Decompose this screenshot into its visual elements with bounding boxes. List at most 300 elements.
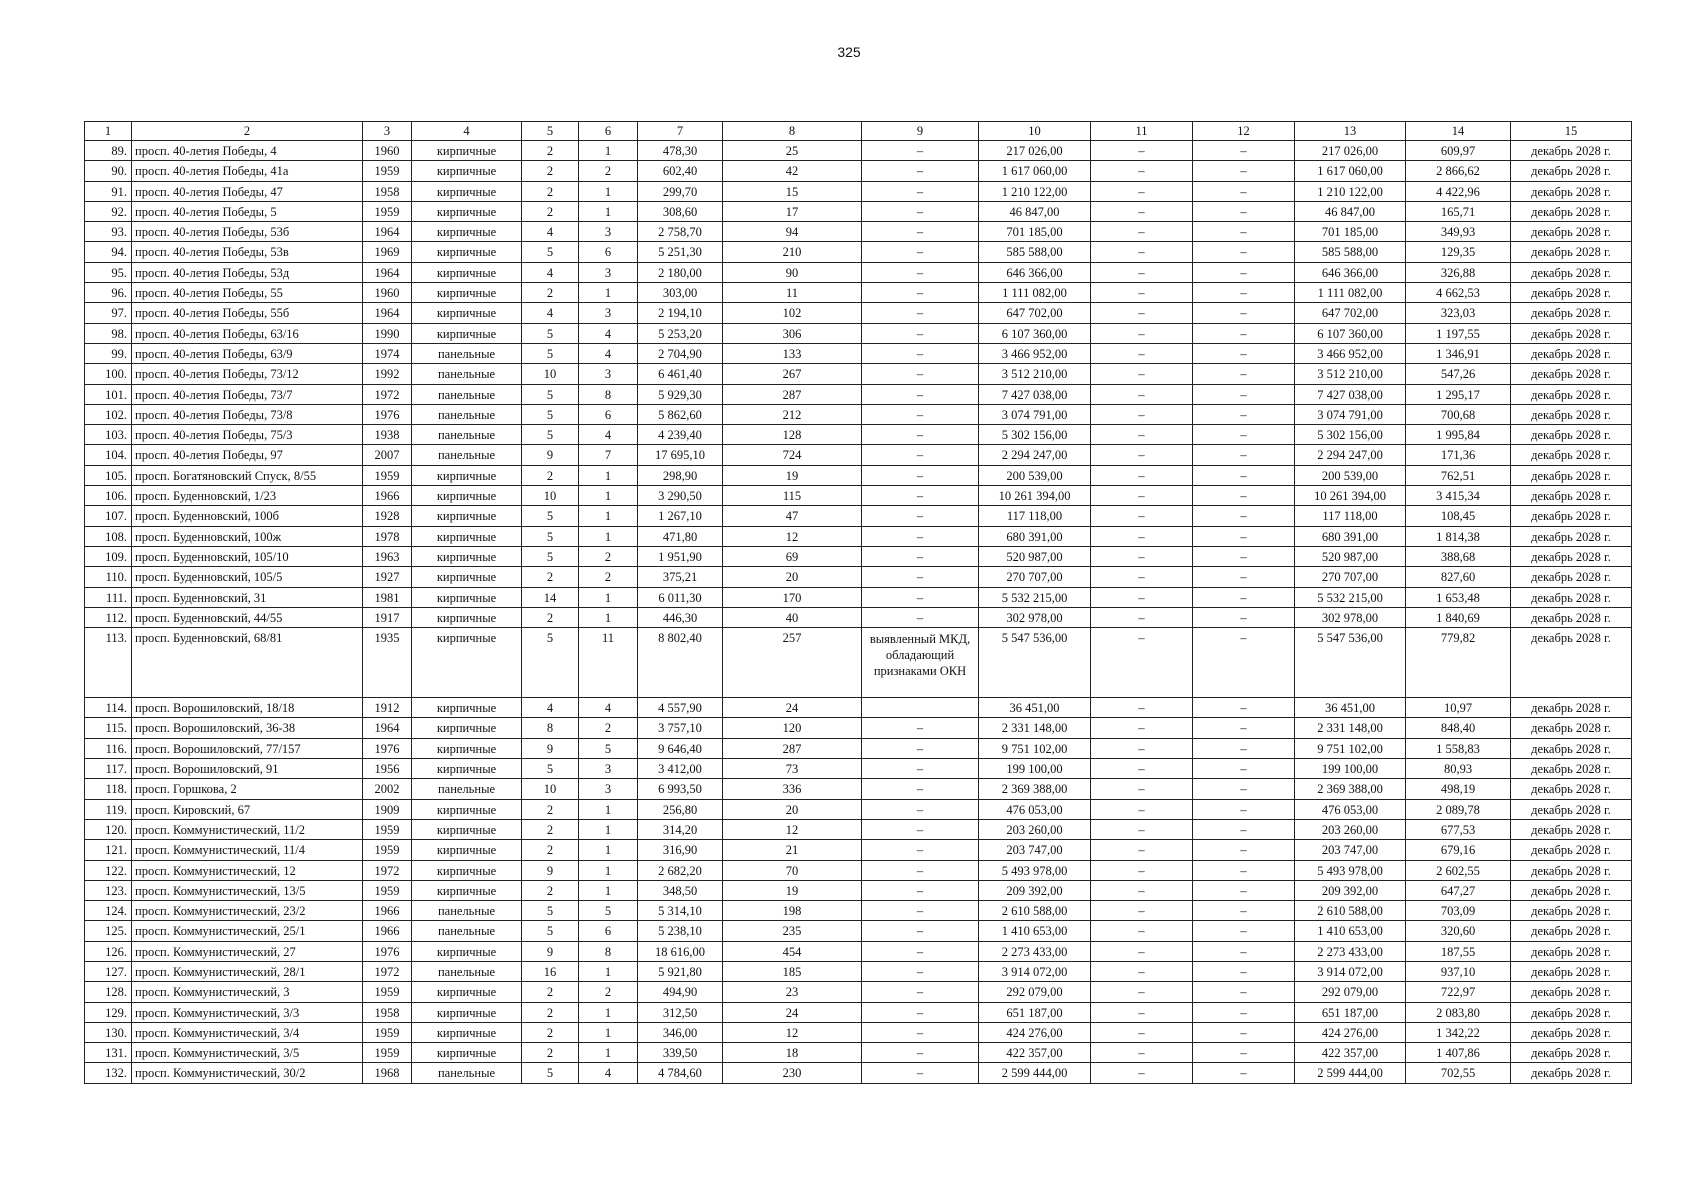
table-cell: 2 xyxy=(522,1002,579,1022)
table-cell: – xyxy=(1091,961,1193,981)
table-cell: 4 xyxy=(522,222,579,242)
table-cell: 1959 xyxy=(363,1043,412,1063)
table-cell: 1 814,38 xyxy=(1406,526,1511,546)
table-cell: 2 331 148,00 xyxy=(1295,718,1406,738)
table-cell: 17 695,10 xyxy=(638,445,723,465)
table-cell: 1964 xyxy=(363,262,412,282)
table-cell: 171,36 xyxy=(1406,445,1511,465)
table-cell: 19 xyxy=(723,880,862,900)
table-cell: 92. xyxy=(85,201,132,221)
table-cell: – xyxy=(1193,628,1295,698)
table-cell: – xyxy=(862,262,979,282)
table-cell: панельные xyxy=(412,404,522,424)
table-cell: просп. Коммунистический, 12 xyxy=(132,860,363,880)
table-cell: 117 118,00 xyxy=(1295,506,1406,526)
table-cell: просп. Коммунистический, 23/2 xyxy=(132,901,363,921)
table-cell: просп. Коммунистический, 25/1 xyxy=(132,921,363,941)
table-cell: 679,16 xyxy=(1406,840,1511,860)
table-cell: 108. xyxy=(85,526,132,546)
table-cell: 2 083,80 xyxy=(1406,1002,1511,1022)
table-cell: 69 xyxy=(723,546,862,566)
table-cell: 91. xyxy=(85,181,132,201)
table-cell: 3 415,34 xyxy=(1406,486,1511,506)
table-cell: 36 451,00 xyxy=(979,698,1091,718)
table-cell: 2 273 433,00 xyxy=(1295,941,1406,961)
column-header: 3 xyxy=(363,122,412,141)
table-cell: 2 180,00 xyxy=(638,262,723,282)
table-cell: просп. Горшкова, 2 xyxy=(132,779,363,799)
table-cell: декабрь 2028 г. xyxy=(1511,779,1632,799)
table-cell: 3 074 791,00 xyxy=(979,404,1091,424)
table-cell: просп. 40-летия Победы, 55 xyxy=(132,283,363,303)
table-cell: 339,50 xyxy=(638,1043,723,1063)
column-header: 6 xyxy=(579,122,638,141)
table-cell: 4 xyxy=(579,698,638,718)
table-cell: декабрь 2028 г. xyxy=(1511,303,1632,323)
table-cell: просп. Коммунистический, 3/5 xyxy=(132,1043,363,1063)
table-cell: – xyxy=(1091,262,1193,282)
table-cell: 1969 xyxy=(363,242,412,262)
table-cell: – xyxy=(1193,283,1295,303)
table-cell: 200 539,00 xyxy=(979,465,1091,485)
table-row xyxy=(85,181,1632,201)
table-cell: 6 011,30 xyxy=(638,587,723,607)
table-cell: выявленный МКД, обладающий признаками ОКН xyxy=(862,628,979,698)
table-cell: 47 xyxy=(723,506,862,526)
table-cell: панельные xyxy=(412,343,522,363)
table-cell: 1 653,48 xyxy=(1406,587,1511,607)
table-cell: – xyxy=(1091,799,1193,819)
table-row xyxy=(85,343,1632,363)
table-row xyxy=(85,738,1632,758)
table-cell: 9 751 102,00 xyxy=(1295,738,1406,758)
table-cell: 349,93 xyxy=(1406,222,1511,242)
table-cell: декабрь 2028 г. xyxy=(1511,323,1632,343)
table-cell: 209 392,00 xyxy=(979,880,1091,900)
table-cell: панельные xyxy=(412,384,522,404)
table-cell: 1958 xyxy=(363,1002,412,1022)
table-cell: панельные xyxy=(412,425,522,445)
table-cell: 9 646,40 xyxy=(638,738,723,758)
table-cell: – xyxy=(1091,445,1193,465)
table-cell: 312,50 xyxy=(638,1002,723,1022)
table-cell: 6 xyxy=(579,921,638,941)
table-cell: 1981 xyxy=(363,587,412,607)
table-row xyxy=(85,445,1632,465)
table-cell: 1978 xyxy=(363,526,412,546)
table-cell: 422 357,00 xyxy=(1295,1043,1406,1063)
table-cell: – xyxy=(1193,343,1295,363)
table-cell: 336 xyxy=(723,779,862,799)
table-cell: 4 239,40 xyxy=(638,425,723,445)
table-cell: 121. xyxy=(85,840,132,860)
table-cell: 200 539,00 xyxy=(1295,465,1406,485)
table-cell: 647 702,00 xyxy=(1295,303,1406,323)
table-cell: 2 xyxy=(522,840,579,860)
table-cell: 375,21 xyxy=(638,567,723,587)
table-cell: просп. 40-летия Победы, 47 xyxy=(132,181,363,201)
table-cell: просп. 40-летия Победы, 73/7 xyxy=(132,384,363,404)
table-cell: – xyxy=(862,425,979,445)
table-cell: 1972 xyxy=(363,860,412,880)
table-cell: 2 xyxy=(522,799,579,819)
table-cell: – xyxy=(1091,840,1193,860)
table-cell: 270 707,00 xyxy=(1295,567,1406,587)
table-cell: – xyxy=(1091,343,1193,363)
table-cell: 210 xyxy=(723,242,862,262)
table-cell: 5 xyxy=(579,901,638,921)
table-cell: – xyxy=(1193,921,1295,941)
table-cell: 2 xyxy=(522,567,579,587)
table-cell: 1959 xyxy=(363,1022,412,1042)
table-cell: – xyxy=(1193,201,1295,221)
table-cell: 9 xyxy=(522,738,579,758)
table-cell: 1 210 122,00 xyxy=(1295,181,1406,201)
table-cell: 2 369 388,00 xyxy=(1295,779,1406,799)
table-cell: 2 xyxy=(522,880,579,900)
table-row xyxy=(85,161,1632,181)
table-cell: 937,10 xyxy=(1406,961,1511,981)
table-cell: 494,90 xyxy=(638,982,723,1002)
table-cell: кирпичные xyxy=(412,222,522,242)
table-cell: кирпичные xyxy=(412,718,522,738)
table-cell: 10 261 394,00 xyxy=(979,486,1091,506)
table-cell: – xyxy=(862,759,979,779)
table-cell: 680 391,00 xyxy=(1295,526,1406,546)
table-cell: 8 xyxy=(579,941,638,961)
table-cell: 1 295,17 xyxy=(1406,384,1511,404)
table-cell: 424 276,00 xyxy=(979,1022,1091,1042)
table-cell: 5 xyxy=(522,343,579,363)
table-cell: 1959 xyxy=(363,982,412,1002)
table-cell: просп. Коммунистический, 13/5 xyxy=(132,880,363,900)
table-cell: – xyxy=(1193,1063,1295,1083)
table-cell: декабрь 2028 г. xyxy=(1511,840,1632,860)
table-cell: кирпичные xyxy=(412,628,522,698)
table-cell: 2 331 148,00 xyxy=(979,718,1091,738)
column-header: 15 xyxy=(1511,122,1632,141)
table-cell: – xyxy=(1193,718,1295,738)
table-cell: кирпичные xyxy=(412,181,522,201)
column-header: 13 xyxy=(1295,122,1406,141)
table-cell: 12 xyxy=(723,1022,862,1042)
table-cell: 185 xyxy=(723,961,862,981)
table-cell: 3 512 210,00 xyxy=(979,364,1091,384)
table-cell: 1 407,86 xyxy=(1406,1043,1511,1063)
table-cell: 2 xyxy=(579,161,638,181)
table-cell: – xyxy=(1193,901,1295,921)
table-cell: 1964 xyxy=(363,222,412,242)
table-row xyxy=(85,779,1632,799)
table-cell: просп. Буденновский, 100ж xyxy=(132,526,363,546)
table-cell: 1959 xyxy=(363,161,412,181)
table-cell: 10 xyxy=(522,486,579,506)
table-cell: кирпичные xyxy=(412,880,522,900)
table-cell: кирпичные xyxy=(412,840,522,860)
table-cell: – xyxy=(1091,323,1193,343)
table-cell: 5 532 215,00 xyxy=(979,587,1091,607)
table-cell: – xyxy=(1091,303,1193,323)
table-cell: 2 599 444,00 xyxy=(1295,1063,1406,1083)
table-cell: – xyxy=(1193,799,1295,819)
table-cell: 187,55 xyxy=(1406,941,1511,961)
table-cell: 4 784,60 xyxy=(638,1063,723,1083)
table-cell: 103. xyxy=(85,425,132,445)
table-cell: 2 194,10 xyxy=(638,303,723,323)
table-cell: декабрь 2028 г. xyxy=(1511,141,1632,161)
table-cell: 130. xyxy=(85,1022,132,1042)
table-cell: – xyxy=(1193,982,1295,1002)
table-cell: 2 xyxy=(522,283,579,303)
table-cell: декабрь 2028 г. xyxy=(1511,181,1632,201)
table-cell: – xyxy=(1193,303,1295,323)
table-cell: – xyxy=(862,738,979,758)
table-cell: – xyxy=(1091,607,1193,627)
table-cell: – xyxy=(1091,567,1193,587)
table-cell: 1 xyxy=(579,860,638,880)
table-cell: 3 914 072,00 xyxy=(1295,961,1406,981)
table-cell: 2 369 388,00 xyxy=(979,779,1091,799)
table-cell: 520 987,00 xyxy=(1295,546,1406,566)
table-cell: 5 547 536,00 xyxy=(1295,628,1406,698)
table-cell: 2 599 444,00 xyxy=(979,1063,1091,1083)
table-cell: 303,00 xyxy=(638,283,723,303)
table-cell: 3 xyxy=(579,303,638,323)
table-cell: 120. xyxy=(85,819,132,839)
table-cell: просп. 40-летия Победы, 53б xyxy=(132,222,363,242)
table-cell: кирпичные xyxy=(412,799,522,819)
table-cell: декабрь 2028 г. xyxy=(1511,445,1632,465)
table-cell: 1909 xyxy=(363,799,412,819)
table-cell: 306 xyxy=(723,323,862,343)
column-header: 9 xyxy=(862,122,979,141)
page-number: 325 xyxy=(837,44,861,60)
table-cell: 5 493 978,00 xyxy=(1295,860,1406,880)
table-row xyxy=(85,567,1632,587)
table-cell: 7 427 038,00 xyxy=(979,384,1091,404)
table-cell: – xyxy=(1091,161,1193,181)
table-cell: 3 512 210,00 xyxy=(1295,364,1406,384)
table-cell: 80,93 xyxy=(1406,759,1511,779)
column-header: 5 xyxy=(522,122,579,141)
table-cell: 702,55 xyxy=(1406,1063,1511,1083)
table-cell: 46 847,00 xyxy=(979,201,1091,221)
table-cell: 701 185,00 xyxy=(1295,222,1406,242)
table-cell: просп. Буденновский, 1/23 xyxy=(132,486,363,506)
table-cell: 4 xyxy=(579,343,638,363)
table-cell: кирпичные xyxy=(412,465,522,485)
table-cell: – xyxy=(1193,819,1295,839)
table-cell: 722,97 xyxy=(1406,982,1511,1002)
table-cell: 10 xyxy=(522,779,579,799)
table-cell: кирпичные xyxy=(412,860,522,880)
table-cell: 5 xyxy=(522,506,579,526)
table-cell: 101. xyxy=(85,384,132,404)
table-cell: кирпичные xyxy=(412,567,522,587)
table-cell: – xyxy=(1193,161,1295,181)
table-cell: 6 xyxy=(579,242,638,262)
table-cell: 3 757,10 xyxy=(638,718,723,738)
table-cell: 3 412,00 xyxy=(638,759,723,779)
table-cell: 1 342,22 xyxy=(1406,1022,1511,1042)
table-cell: 102. xyxy=(85,404,132,424)
table-cell: 1 xyxy=(579,607,638,627)
table-cell: 1964 xyxy=(363,303,412,323)
table-cell: – xyxy=(1091,506,1193,526)
table-cell: 454 xyxy=(723,941,862,961)
table-cell: – xyxy=(862,465,979,485)
table-cell: 131. xyxy=(85,1043,132,1063)
table-cell: – xyxy=(1091,384,1193,404)
table-cell: – xyxy=(862,1043,979,1063)
table-cell: 20 xyxy=(723,567,862,587)
table-cell: 2 xyxy=(522,1043,579,1063)
table-cell: 133 xyxy=(723,343,862,363)
table-cell: 110. xyxy=(85,567,132,587)
table-cell: 8 xyxy=(579,384,638,404)
table-row xyxy=(85,819,1632,839)
table-cell: – xyxy=(1091,718,1193,738)
table-cell: 1928 xyxy=(363,506,412,526)
table-cell: 3 290,50 xyxy=(638,486,723,506)
table-cell: 1963 xyxy=(363,546,412,566)
table-cell: 1 617 060,00 xyxy=(979,161,1091,181)
table-cell: – xyxy=(1091,364,1193,384)
table-cell: – xyxy=(1193,425,1295,445)
table-cell: 6 107 360,00 xyxy=(979,323,1091,343)
table-cell: 209 392,00 xyxy=(1295,880,1406,900)
table-cell: 96. xyxy=(85,283,132,303)
table-cell: – xyxy=(862,242,979,262)
table-row xyxy=(85,759,1632,779)
table-cell: 5 862,60 xyxy=(638,404,723,424)
table-cell: просп. Коммунистический, 3/4 xyxy=(132,1022,363,1042)
table-cell: просп. Коммунистический, 3/3 xyxy=(132,1002,363,1022)
table-cell: 117. xyxy=(85,759,132,779)
table-cell: 1 951,90 xyxy=(638,546,723,566)
table-cell: 848,40 xyxy=(1406,718,1511,738)
table-cell: 547,26 xyxy=(1406,364,1511,384)
table-row xyxy=(85,1063,1632,1083)
table-cell: – xyxy=(862,567,979,587)
table-cell: 1990 xyxy=(363,323,412,343)
table-body xyxy=(85,141,1632,1084)
table-cell: декабрь 2028 г. xyxy=(1511,425,1632,445)
table-cell: просп. Ворошиловский, 18/18 xyxy=(132,698,363,718)
table-cell: – xyxy=(862,941,979,961)
table-cell: просп. Коммунистический, 11/4 xyxy=(132,840,363,860)
table-cell: 1966 xyxy=(363,486,412,506)
table-cell: 346,00 xyxy=(638,1022,723,1042)
table-cell: кирпичные xyxy=(412,141,522,161)
table-cell: 701 185,00 xyxy=(979,222,1091,242)
table-cell: 2 xyxy=(522,1022,579,1042)
table-cell: – xyxy=(1193,262,1295,282)
table-row xyxy=(85,961,1632,981)
table-cell: 1972 xyxy=(363,384,412,404)
table-cell: 94 xyxy=(723,222,862,242)
table-cell: 1 xyxy=(579,840,638,860)
table-cell: – xyxy=(1091,819,1193,839)
table-cell: – xyxy=(1193,607,1295,627)
table-cell: – xyxy=(1193,242,1295,262)
table-cell: – xyxy=(1193,1022,1295,1042)
table-cell: – xyxy=(862,303,979,323)
table-cell: просп. Буденновский, 44/55 xyxy=(132,607,363,627)
table-cell: 5 xyxy=(522,384,579,404)
table-cell: 6 461,40 xyxy=(638,364,723,384)
table-cell: 1976 xyxy=(363,941,412,961)
table-cell: 5 xyxy=(522,921,579,941)
table-cell: просп. Буденновский, 100б xyxy=(132,506,363,526)
table-cell: 1 xyxy=(579,587,638,607)
table-cell: 5 xyxy=(522,404,579,424)
table-cell: 724 xyxy=(723,445,862,465)
table-cell: 105. xyxy=(85,465,132,485)
table-cell: 1 xyxy=(579,283,638,303)
table-cell: 424 276,00 xyxy=(1295,1022,1406,1042)
table-row xyxy=(85,1002,1632,1022)
table-row xyxy=(85,880,1632,900)
table-cell: 1 xyxy=(579,880,638,900)
table-cell: – xyxy=(862,506,979,526)
buildings-table xyxy=(84,121,1632,1084)
table-cell: 90 xyxy=(723,262,862,282)
table-cell: панельные xyxy=(412,921,522,941)
table-cell: 647,27 xyxy=(1406,880,1511,900)
table-cell: 2 xyxy=(522,465,579,485)
table-cell: 2007 xyxy=(363,445,412,465)
table-cell: 199 100,00 xyxy=(979,759,1091,779)
table-cell: 5 921,80 xyxy=(638,961,723,981)
table-cell: 471,80 xyxy=(638,526,723,546)
table-cell: панельные xyxy=(412,364,522,384)
table-cell: 2 xyxy=(522,982,579,1002)
table-cell: 24 xyxy=(723,698,862,718)
column-header: 11 xyxy=(1091,122,1193,141)
table-cell: 478,30 xyxy=(638,141,723,161)
table-cell: – xyxy=(1091,982,1193,1002)
table-cell: – xyxy=(1193,465,1295,485)
table-cell: – xyxy=(1091,526,1193,546)
table-cell: 114. xyxy=(85,698,132,718)
table-cell: кирпичные xyxy=(412,323,522,343)
table-cell: 5 251,30 xyxy=(638,242,723,262)
table-cell: 113. xyxy=(85,628,132,698)
table-cell: – xyxy=(862,799,979,819)
table-cell: 314,20 xyxy=(638,819,723,839)
table-row xyxy=(85,718,1632,738)
table-cell: 348,50 xyxy=(638,880,723,900)
table-cell: 2 704,90 xyxy=(638,343,723,363)
table-cell: кирпичные xyxy=(412,546,522,566)
table-cell: кирпичные xyxy=(412,819,522,839)
table-cell: 256,80 xyxy=(638,799,723,819)
table-cell: 73 xyxy=(723,759,862,779)
table-cell: декабрь 2028 г. xyxy=(1511,526,1632,546)
table-cell: 1956 xyxy=(363,759,412,779)
table-cell: – xyxy=(1091,486,1193,506)
table-cell: 498,19 xyxy=(1406,779,1511,799)
table-cell: – xyxy=(1193,961,1295,981)
table-cell: – xyxy=(1091,201,1193,221)
table-cell: 1 210 122,00 xyxy=(979,181,1091,201)
table-cell: панельные xyxy=(412,445,522,465)
table-cell: 257 xyxy=(723,628,862,698)
table-cell: 476 053,00 xyxy=(979,799,1091,819)
table-cell: – xyxy=(1193,506,1295,526)
table-cell: 5 302 156,00 xyxy=(979,425,1091,445)
